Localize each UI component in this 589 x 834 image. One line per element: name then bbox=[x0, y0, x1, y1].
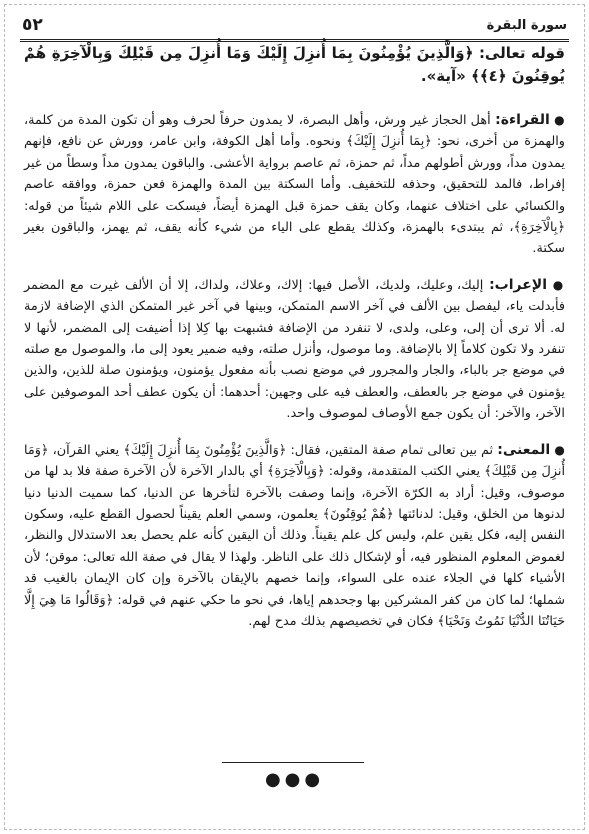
bullet-icon: ● bbox=[554, 113, 565, 127]
page-body bbox=[24, 42, 565, 647]
section-irab bbox=[24, 275, 565, 425]
section-text: إليك، وعليك، ولديك، الأصل فيها: إلاك، وعلاك، ولداك، إلا أن الألف غيرت مع المضمر فأبدلت ياء، ليفصل بين الألف في آخر الاسم المتمكن، وبينها في آخر غير المتمكن الذي الإضافة لازمة له. ألا ترى أن إلى، وعلى، ولدى، لا تنفرد من الإضافة فشبهت بها كِلا إذا أضيفت إلى المضمر، لأنها لا تنفرد ولا تكون كلاماً إلا بالإضافة. وما موصول، وأنزل صلته، وفيه ضمير يعود إلى ما، والموصول مع صلته في موضع جر بالباء، والجار والمجرور في موضع نصب بأنه مفعول يؤمنون، ويؤمنون صلة للذين، والذين يؤمنون في موضع جر بالعطف، والعطف فيه على وجهين: أحدهما: أن يكون عطف أحد الموصوفين على الآخر، والآخر: أن يكون جمع الأوصاف لموصوف واحد. bbox=[24, 277, 565, 422]
section-text: أهل الحجاز غير ورش، وأهل البصرة، لا يمدون حرفاً لحرف وهو أن تكون المدة من كلمة، والهمزة من أخرى، نحو: ﴿بِمَا أُنزِلَ إِلَيْكَ﴾ ونحوه. وأما أهل الكوفة، وابن عامر، وورش عن نافع، فإنهم يمدون مداً، وورش أطولهم مداً، ثم حمزة، ثم عاصم برواية الأعشى. والباقون يمدون مداً وسطاً من غير إفراط، فالمد للتحقيق، وحذفه للتخفيف. وأما السكتة بين المدة والهمزة فعن حمزة، ووافقه عاصم والكسائي على اختلاف عنهما، وكان يقف حمزة قبل الهمزة أيضاً، فيسكت على اللام شيئاً من قوله: ﴿بِالْآخِرَةِ﴾، ثم يبتدىء بالهمزة، وكذلك يقطع على الياء من شيء كأنه يقف، ثم يهمز، والباقون بغير سكتة. bbox=[24, 113, 565, 257]
page-header bbox=[22, 12, 567, 38]
end-ornament: ●●● bbox=[264, 769, 325, 790]
end-rule bbox=[222, 762, 364, 763]
section-label: القراءة: bbox=[495, 112, 550, 128]
section-label: المعنى: bbox=[497, 441, 551, 458]
verse-text: ﴿وَالَّذِينَ يُؤْمِنُونَ بِمَا أُنزِلَ إِلَيْكَ وَمَا أُنزِلَ مِن قَبْلِكَ وَبِالْآخِرَةِ هُمْ يُوقِنُونَ ﴿٤﴾﴾ bbox=[24, 44, 565, 85]
section-label: الإعراب: bbox=[489, 276, 548, 293]
page-number: ٥٢ bbox=[22, 15, 43, 35]
section-qiraa bbox=[24, 110, 565, 260]
bullet-icon: ● bbox=[554, 442, 565, 457]
surah-title: سورة البقرة bbox=[486, 17, 567, 33]
bullet-icon: ● bbox=[552, 277, 565, 292]
section-text: ثم بين تعالى تمام صفة المتقين، فقال: ﴿وَالَّذِينَ يُؤْمِنُونَ بِمَا أُنزِلَ إِلَيْكَ﴾ يعني القرآن، ﴿وَمَا أُنزِلَ مِن قَبْلِكَ﴾ يعني الكتب المتقدمة، وقوله: ﴿وَبِالْآخِرَةِ﴾ أي بالدار الآخرة لأن الآخرة صفة فلا بد لها من موصوف، وقيل: أراد به الكرّة الآخرة، وإنما وصفت بالآخرة لتأخرها عن الدنيا، كما سميت الدنيا دنيا لدنوها من الخلق، وقيل: لدنائتها ﴿هُمْ يُوقِنُونَ﴾ يعلمون، وسمي العلم يقيناً لحصول القطع عليه، وسكون النفس إليه، فكل يقين علم، وليس كل علم يقيناً. وذلك أن اليقين كأنه علم يحصل بعد الاستدلال والنظر، لغموض المعلوم المنظور فيه، أو لإشكال ذلك على الناظر. ولهذا لا يقال في صفة الله تعالى: موقن؛ لأن الأشياء كلها في الجلاء عنده على السواء، وإنما خصهم بالإيقان بالآخرة وإن كان الإيمان بالغيب قد شملها؛ لما كان من كفر المشركين بها وجحدهم إياها، في نحو ما حكي عنهم في قوله: ﴿وَقَالُوا مَا هِيَ إِلَّا حَيَاتُنَا الدُّنْيَا نَمُوتُ وَنَحْيَا﴾ فكان في تخصيصهم بذلك مدح لهم. bbox=[24, 442, 565, 629]
verse-heading bbox=[24, 42, 565, 88]
section-maana bbox=[24, 440, 565, 633]
verse-intro: قوله تعالى: bbox=[478, 44, 565, 62]
verse-suffix: «آية». bbox=[420, 67, 466, 85]
